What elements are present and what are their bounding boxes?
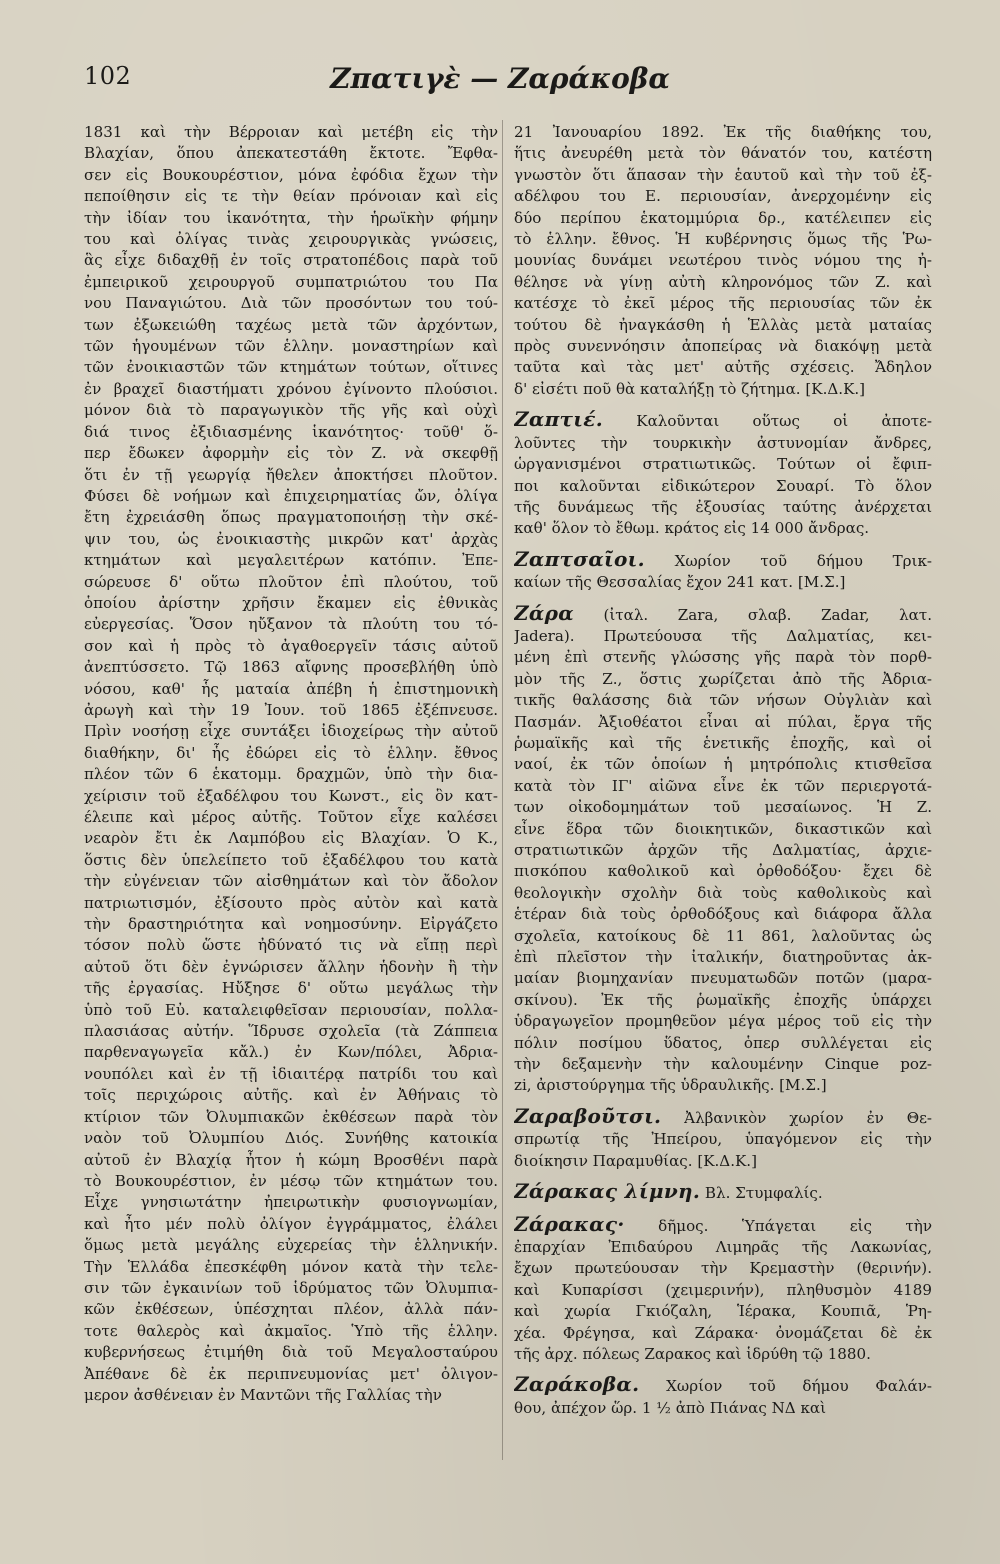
text-line <box>514 690 932 711</box>
entry-continuation <box>514 122 932 400</box>
text-line: ὑπὸ τοῦ Εὐ. καταλειφθεῖσαν περιουσίαν, πολλα- <box>84 1000 498 1019</box>
entry-text: 21 Ἰανουαρίου 1892. Ἐκ τῆς διαθήκης του, <box>514 123 932 141</box>
entry-text: Jadera). Πρωτεύουσα τῆς Δαλματίας, κει- <box>514 626 932 645</box>
text-line: ἐν βραχεῖ διαστήματι χρόνου ἐγίνοντο πλούσιοι. <box>84 379 498 398</box>
text-line <box>514 497 932 518</box>
entry-text: τὴν δεξαμενὴν τὴν καλουμένην Cinque poz- <box>514 1055 932 1074</box>
entry-zarakova <box>514 1374 932 1419</box>
text-line: έλειπε καὶ μέρος αὐτῆς. Τοῦτον εἶχε καλέσει <box>84 808 498 826</box>
text-line: ναὸν τοῦ Ὀλυμπίου Διός. Συνήθης κατοικία <box>84 1129 498 1148</box>
entry-headword: Ζαπτιέ. <box>514 409 603 432</box>
text-line <box>514 549 932 572</box>
text-line <box>514 293 932 314</box>
text-line: τῆς ἐργασίας. Ηὔξησε δ' οὕτω μεγάλως τὴν <box>84 979 498 998</box>
text-line <box>514 1151 932 1172</box>
text-line: καὶ ἦτο μέν πολὺ ὀλίγον ἐγγράμματος, ἐλάλει <box>84 1214 498 1233</box>
text-line <box>514 1344 932 1365</box>
text-line: τῶν ἐνοικιαστῶν τῶν κτημάτων τούτων, οἵτινες <box>84 358 498 377</box>
page-header <box>84 62 916 98</box>
entry-text: δῆμος. Ὑπάγεται εἰς τὴν <box>624 1216 932 1235</box>
entry-text: ποι καλοῦνται εἰδικώτερον Σουαρί. Τὸ ὅλον <box>514 476 932 495</box>
text-line: κτημάτων καὶ μεγαλειτέρων κατόπιν. Ἐπε- <box>84 551 498 570</box>
text-line: αὐτοῦ ὅτι δὲν ἐγνώρισεν ἄλλην ἡδονὴν ἢ τὴν <box>84 957 498 976</box>
entry-headword: Ζάρα <box>514 602 574 625</box>
text-line: μόνον διὰ τὸ παραγωγικὸν τῆς γῆς καὶ οὐχὶ <box>84 401 498 420</box>
entry-text: κατὰ τὸν ΙΓ' αἰῶνα εἶνε ἐκ τῶν περιεργοτά- <box>514 776 932 795</box>
text-line: τὴν ἰδίαν του ἱκανότητα, τὴν ἡρωϊκὴν φήμην <box>84 208 498 227</box>
entry-text: Χωρίον τοῦ δήμου Φαλάν- <box>639 1377 932 1396</box>
entry-text: Βλ. Στυμφαλίς. <box>700 1184 823 1203</box>
entry-text: Καλοῦνται οὕτως οἱ ἀποτε- <box>603 412 932 431</box>
text-line: σιν τῶν ἐγκαινίων τοῦ ἱδρύματος τῶν Ὀλυμπια- <box>84 1278 498 1297</box>
text-line: Πρὶν νοσήσῃ εἶχε συντάξει ἰδιοχείρως τὴν αὐτοῦ <box>84 722 498 741</box>
text-line: ὅτι ἐν τῇ γεωργίᾳ ἤθελεν ἀποκτήσει πλοῦτον. <box>84 465 498 484</box>
entry-text: δ' εἰσέτι ποῦ θὰ καταλήξῃ τὸ ζήτημα. [Κ.Δ.Κ.] <box>514 379 866 398</box>
text-line: ἀρωγὴ καὶ τὴν 19 Ἰουν. τοῦ 1865 ἐξέπνευσε. <box>84 700 498 719</box>
entry-text: ῥωμαϊκῆς καὶ τῆς ἑνετικῆς ἐποχῆς, καὶ οἱ <box>514 733 932 752</box>
text-line: του καὶ ὀλίγας τινὰς χειρουργικὰς γνώσεις, <box>84 230 498 249</box>
entry-text: τὸ ἑλλην. ἔθνος. Ἡ κυβέρνησις ὅμως τῆς Ῥω- <box>514 230 932 249</box>
entry-text: κατέσχε τὸ ἐκεῖ μέρος τῆς περιουσίας τῶν ἐκ <box>514 294 932 313</box>
text-line <box>514 476 932 497</box>
text-line <box>514 315 932 336</box>
text-line <box>514 1301 932 1322</box>
text-line <box>514 669 932 690</box>
text-line: σον καὶ ἡ πρὸς τὸ ἀγαθοεργεῖν τάσις αὐτοῦ <box>84 636 498 655</box>
text-line <box>514 776 932 797</box>
text-line: μερον ἀσθένειαν ἐν Μαντῶνι τῆς Γαλλίας τὴν <box>84 1385 442 1404</box>
text-line <box>514 861 932 882</box>
entry-zaptsaioi <box>514 549 932 594</box>
text-line <box>514 1054 932 1075</box>
text-line <box>514 733 932 754</box>
text-line <box>514 1398 932 1419</box>
text-line: 1831 καὶ τὴν Βέρροιαν καὶ μετέβη εἰς τὴν <box>84 123 498 141</box>
left-column <box>84 122 498 1406</box>
entry-text: Πασμάν. Ἀξιοθέατοι εἶναι αἱ πύλαι, ἔργα τῆς <box>514 712 932 731</box>
text-line <box>514 1129 932 1150</box>
entry-text: θέλησε νὰ γίνῃ αὐτὴ κληρονόμος τῶν Ζ. καὶ <box>514 272 932 291</box>
entry-text: στρατιωτικῶν ἀρχῶν τῆς Δαλματίας, ἀρχιε- <box>514 841 932 859</box>
entry-text: τικῆς θαλάσσης διὰ τῶν νήσων Οὐγλιὰν καὶ <box>514 691 932 710</box>
text-line: τὸ Βουκουρέστιον, ἐν μέσῳ τῶν κτημάτων του. <box>84 1171 498 1190</box>
text-line: νουπόλει καὶ ἐν τῇ ἰδιαιτέρᾳ πατρίδι του καὶ <box>84 1064 498 1083</box>
text-line <box>514 186 932 207</box>
entry-text: μουνίας δυνάμει νεωτέρου τινὸς νόμου της ἠ- <box>514 251 932 270</box>
entry-text: ἐπὶ πλεῖστον τὴν ἰταλικήν, διατηροῦντας ἀκ- <box>514 948 932 967</box>
text-line: ἔτη ἐχρειάσθη ὅπως πραγματοποιήσῃ τὴν σκέ- <box>84 508 498 527</box>
text-line <box>514 797 932 818</box>
text-line: τὴν εὐγένειαν τῶν αἰσθημάτων καὶ τὸν ἄδολον <box>84 872 498 891</box>
entry-text: καθ' ὅλον τὸ ἔθωμ. κράτος εἰς 14 000 ἄνδρας. <box>514 519 870 538</box>
right-column <box>514 122 932 1419</box>
entry-text: ἥτις ἀνευρέθη μετὰ τὸν θάνατόν του, κατέστη <box>514 144 932 163</box>
text-line: εὐεργεσίας. Ὅσον ηὔξανον τὰ πλούτη του τό- <box>84 615 498 634</box>
entry-text: ταῦτα καὶ τὰς μετ' αὐτῆς σχέσεις. Ἄδηλον <box>514 358 932 377</box>
entry-text: μὸν τῆς Ζ., ὅστις χωρίζεται ἀπὸ τῆς Ἀδρια- <box>514 669 932 688</box>
entry-text: σπρωτίᾳ τῆς Ἠπείρου, ὑπαγόμενον εἰς τὴν <box>514 1130 932 1149</box>
text-line <box>514 1323 932 1344</box>
text-line <box>514 904 932 925</box>
entry-headword: Ζάρακας λίμνη. <box>514 1181 701 1204</box>
text-line: ἐμπειρικοῦ χειρουργοῦ συμπατριώτου του Πα <box>84 272 498 291</box>
text-line <box>514 1237 932 1258</box>
text-line: περ ἔδωκεν ἀφορμὴν εἰς τὸν Ζ. νὰ σκεφθῇ <box>84 444 498 463</box>
text-line: πλασιάσας αὐτήν. Ἵδρυσε σχολεῖα (τὰ Ζάππεια <box>84 1022 498 1041</box>
entry-text: τῆς δυνάμεως τῆς ἐξουσίας ταύτης ἀνέρχεται <box>514 497 932 516</box>
text-line: κυβερνήσεως ἐτιμήθη διὰ τοῦ Μεγαλοσταύρου <box>84 1343 498 1362</box>
text-line <box>514 626 932 647</box>
entry-text: καὶ χωρία Γκιόζαλη, Ἱέρακα, Κουπιᾶ, Ῥη- <box>514 1302 932 1321</box>
text-line: αὐτοῦ ἐν Βλαχίᾳ ἦτον ἡ κώμη Βροσθένι παρὰ <box>84 1150 498 1169</box>
text-line <box>514 712 932 733</box>
text-line: τόσον πολὺ ὥστε ἠδύνατό τις νὰ εἴπῃ περὶ <box>84 936 498 955</box>
text-line <box>514 1258 932 1279</box>
entry-text: πισκόπου καθολικοῦ καὶ ὀρθοδόξου· ἔχει δὲ <box>514 862 932 881</box>
entry-text: ὑδραγωγεῖον προμηθεῦον μέγα μέρος τοῦ εἰς τὴν <box>514 1012 932 1031</box>
text-line: τοτε θαλερὸς καὶ ἀκμαῖος. Ὑπὸ τῆς ἑλλην. <box>84 1321 498 1340</box>
text-line <box>514 336 932 357</box>
entry-text: ναοί, ἐκ τῶν ὁποίων ἡ μητρόπολις κτισθεῖσα <box>514 755 932 774</box>
entry-text: Ἀλβανικὸν χωρίον ἐν Θε- <box>661 1108 932 1127</box>
entry-zarakas-limni <box>514 1181 932 1204</box>
page-number: 102 <box>84 62 132 90</box>
text-line <box>514 357 932 378</box>
text-line <box>514 968 932 989</box>
entry-zaptie <box>514 409 932 539</box>
text-line <box>514 754 932 775</box>
text-line <box>514 647 932 668</box>
entry-text: αδέλφου του Ε. περιουσίαν, ἀνερχομένην εἰς <box>514 187 932 206</box>
entry-text: μένη ἐπὶ στενῆς γλώσσης γῆς παρὰ τὸν πορθ- <box>514 648 932 667</box>
text-line: χείρισιν τοῦ ἐξαδέλφου του Κωνστ., εἰς ὃν κατ- <box>84 786 498 805</box>
text-line: Εἶχε γνησιωτάτην ἠπειρωτικὴν φυσιογνωμίαν, <box>84 1193 498 1212</box>
entry-headword: Ζαραβοῦτσι. <box>514 1105 662 1128</box>
text-line: Τὴν Ἑλλάδα ἐπεσκέφθη μόνον κατὰ τὴν τελε- <box>84 1257 498 1276</box>
text-line: διά τινος ἐξιδιασμένης ἱκανότητος· τοῦθ' ὅ- <box>84 422 498 441</box>
column-divider <box>502 120 503 1460</box>
text-line: νου Παναγιώτου. Διὰ τῶν προσόντων του τού- <box>84 294 498 313</box>
text-line: νεαρὸν ἔτι ἐκ Λαμπόβου εἰς Βλαχίαν. Ὁ Κ., <box>84 829 498 848</box>
text-line <box>514 572 932 593</box>
entry-text: ἐπαρχίαν Ἐπιδαύρου Λιμηρᾶς τῆς Λακωνίας, <box>514 1237 932 1256</box>
text-line <box>514 272 932 293</box>
text-line <box>514 1181 932 1204</box>
text-line: Ἀπέθανε δὲ ἐκ περιπνευμονίας μετ' ὀλιγον- <box>84 1364 498 1383</box>
text-line: ἃς εἶχε διδαχθῇ ἐν τοῖς στρατοπέδοις παρὰ τοῦ <box>84 251 498 270</box>
text-line <box>514 1106 932 1129</box>
entry-text: των οἰκοδομημάτων τοῦ μεσαίωνος. Ἡ Ζ. <box>514 798 932 817</box>
text-line: σεν εἰς Βουκουρέστιον, μόνα ἐφόδια ἔχων τὴν <box>84 165 498 184</box>
entry-text: Χωρίον τοῦ δήμου Τρικ- <box>644 551 932 570</box>
text-line: πλέον τῶν 6 ἑκατομμ. δραχμῶν, ὑπὸ τὴν δια- <box>84 765 498 784</box>
text-line <box>514 840 932 861</box>
entry-text: σκίνου). Ἐκ τῆς ῥωμαϊκῆς ἐποχῆς ὑπάρχει <box>514 990 932 1009</box>
entry-text: ὡργανισμένοι στρατιωτικῶς. Τούτων οἱ ἔφιπ- <box>514 455 932 474</box>
entry-text: zi, ἀριστούργημα τῆς ὑδραυλικῆς. [Μ.Σ.] <box>514 1076 827 1095</box>
entry-text: ἑτέραν διὰ τοὺς ὀρθοδόξους καὶ διάφορα ἄλλα <box>514 905 932 924</box>
text-line: πατριωτισμόν, ἐξίσουτο πρὸς αὐτὸν καὶ κατὰ <box>84 893 498 912</box>
entry-text: χέα. Φρέγησα, καὶ Ζάρακα· ὀνομάζεται δὲ ἐκ <box>514 1323 932 1342</box>
text-line: τῶν ἡγουμένων τῶν ἑλλην. μοναστηρίων καὶ <box>84 337 498 356</box>
entry-text: γνωστὸν ὅτι ἅπασαν τὴν ἑαυτοῦ καὶ τὴν τοῦ ἐξ- <box>514 165 932 184</box>
text-line <box>514 819 932 840</box>
text-line: ὁποίου ἀρίστην χρῆσιν ἔκαμεν εἰς ἐθνικὰς <box>84 593 498 612</box>
text-line <box>514 208 932 229</box>
text-line <box>514 454 932 475</box>
entry-text: ἔχων πρωτεύουσαν τὴν Κρεμαστὴν (θερινήν). <box>514 1259 932 1278</box>
text-line: σώρευσε δ' οὕτω πλοῦτον ἐπὶ πλούτου, τοῦ <box>84 572 498 591</box>
entry-zarakas <box>514 1214 932 1366</box>
text-line: διαθήκην, δι' ἧς ἐδώρει εἰς τὸ ἑλλην. ἔθνος <box>84 743 498 762</box>
entry-text: σχολεῖα, κατοίκους δὲ 11 861, λαλοῦντας ὡς <box>514 926 932 945</box>
text-line: κτίριον τῶν Ὀλυμπιακῶν ἐκθέσεων παρὰ τὸν <box>84 1107 498 1126</box>
text-line: των ἐξωκειώθη ταχέως μετὰ τῶν ἀρχόντων, <box>84 315 498 334</box>
text-line <box>514 1033 932 1054</box>
entry-text: καὶ Κυπαρίσσι (χειμερινήν), πληθυσμὸν 4189 <box>514 1280 932 1299</box>
entry-text: πόλιν ποσίμου ὕδατος, ὁπερ συλλέγεται εἰς <box>514 1033 932 1052</box>
entry-text: τῆς ἀρχ. πόλεως Ζαρακος καὶ ἱδρύθη τῷ 1880. <box>514 1344 871 1363</box>
entry-text: λοῦντες τὴν τουρκικὴν ἀστυνομίαν ἄνδρες, <box>514 433 932 452</box>
text-line <box>514 433 932 454</box>
text-line <box>514 947 932 968</box>
text-line: ἀνεπτύσσετο. Τῷ 1863 αἴφνης προσεβλήθη ὑπὸ <box>84 658 498 677</box>
text-line: ψιν του, ὡς ἐνοικιαστὴς μικρῶν κατ' ἀρχὰς <box>84 529 498 548</box>
text-line <box>514 122 932 143</box>
entry-headword: Ζάρακας· <box>514 1213 625 1236</box>
text-line: Βλαχίαν, ὅπου ἀπεκατεστάθη ἔκτοτε. Ἔφθα- <box>84 144 498 163</box>
text-line <box>514 409 932 432</box>
text-line <box>514 1011 932 1032</box>
text-line <box>514 1214 932 1237</box>
entry-text: θεολογικὴν σχολὴν διὰ τοὺς καθολικοὺς καὶ <box>514 883 932 902</box>
text-line <box>514 379 932 400</box>
text-line <box>514 883 932 904</box>
text-line: νόσου, καθ' ἧς ματαία ἀπέβη ἡ ἐπιστημονικὴ <box>84 679 498 698</box>
text-line <box>514 518 932 539</box>
entry-text: διοίκησιν Παραμυθίας. [Κ.Δ.Κ.] <box>514 1151 757 1170</box>
entry-text: καίων τῆς Θεσσαλίας ἔχον 241 κατ. [Μ.Σ.] <box>514 573 846 592</box>
text-line <box>514 1075 932 1096</box>
text-line <box>514 990 932 1011</box>
text-line: Φύσει δὲ νοήμων καὶ ἐπιχειρηματίας ὤν, ὀλίγα <box>84 486 498 505</box>
text-line: παρθεναγωγεῖα κἄλ.) ἐν Κων/πόλει, Ἀδρια- <box>84 1043 498 1062</box>
text-line <box>514 165 932 186</box>
entry-zaravoustsi <box>514 1106 932 1172</box>
entry-text: εἶνε ἕδρα τῶν διοικητικῶν, δικαστικῶν καὶ <box>514 819 932 838</box>
running-head: Ζπατιγὲ — Ζαράκοβα <box>330 62 670 95</box>
entry-headword: Ζαπτσαῖοι. <box>514 548 645 571</box>
text-line <box>514 143 932 164</box>
entry-text: θου, ἀπέχον ὥρ. 1 ½ ἀπὸ Πιάνας ΝΔ καὶ <box>514 1398 827 1417</box>
text-line: τὴν δραστηριότητα καὶ νοημοσύνην. Εἰργάζετο <box>84 915 498 934</box>
text-line <box>514 603 932 626</box>
entry-text: τούτου δὲ ἠναγκάσθη ἡ Ἑλλὰς μετὰ ματαίας <box>514 315 932 334</box>
entry-text: μαίαν βιομηχανίαν πνευματωδῶν ποτῶν (μαρα- <box>514 969 932 988</box>
text-line <box>514 1280 932 1301</box>
entry-text: (ἰταλ. Zara, σλαβ. Zadar, λατ. <box>573 605 932 624</box>
text-line <box>514 229 932 250</box>
text-line <box>514 250 932 271</box>
text-line <box>514 926 932 947</box>
text-line: ὅμως μετὰ μεγάλης εὐχερείας τὴν ἑλληνικήν. <box>84 1236 498 1255</box>
text-line <box>514 1374 932 1397</box>
entry-text: πρὸς συνεννόησιν ἀποπείρας νὰ διακόψῃ μετὰ <box>514 337 932 356</box>
entry-zara <box>514 603 932 1097</box>
entry-text: δύο περίπου ἑκατομμύρια δρ., κατέλειπεν εἰς <box>514 208 932 227</box>
text-line: πεποίθησιν εἰς τε τὴν θείαν πρόνοιαν καὶ εἰς <box>84 187 498 206</box>
text-line: τοῖς περιχώροις αὐτῆς. καὶ ἐν Ἀθήναις τὸ <box>84 1086 498 1105</box>
entry-headword: Ζαράκοβα. <box>514 1374 640 1397</box>
text-line: κῶν ἐκθέσεων, ὑπέσχηται πλέον, ἀλλὰ πάν- <box>84 1300 498 1319</box>
text-line: ὅστις δὲν ὑπελείπετο τοῦ ἐξαδέλφου του κατὰ <box>84 850 498 869</box>
